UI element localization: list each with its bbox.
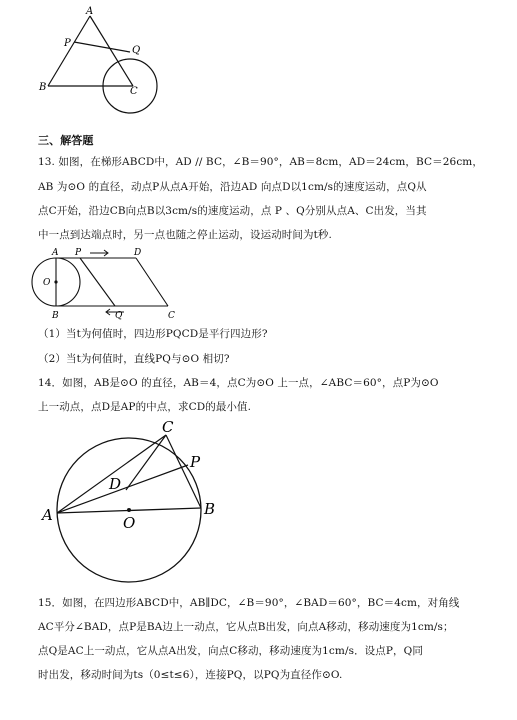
circle-figure (38, 420, 228, 590)
q14-line-1: 14．如图，AB是⊙O 的直径，AB＝4，点C为⊙O 上一点，∠ABC＝60°，点P为⊙O (38, 377, 439, 389)
q15-line-2: AC平分∠BAD，点P是BA边上一动点，它从点B出发，向点A移动，移动速度为1cm/s； (38, 621, 454, 633)
label-B: B (39, 82, 47, 93)
q13-sub-1: （1）当t为何值时，四边形PQCD是平行四边形? (38, 328, 268, 340)
trapezoid-figure (28, 246, 198, 324)
q14-line-2: 上一动点，点D是AP的中点，求CD的最小值. (38, 401, 252, 413)
q13-line-3: 点C开始，沿边CB向点B以3cm/s的速度运动，点 P 、Q分别从点A、C出发，当其 (38, 205, 427, 217)
t-label-O: O (43, 278, 51, 288)
section-title: 三、解答题 (38, 134, 94, 147)
q15-line-1: 15．如图，在四边形ABCD中，AB∥DC，∠B＝90°，∠BAD＝60°，BC＝4cm，对角线 (38, 597, 460, 609)
label-Q: Q (132, 45, 141, 56)
t-label-P: P (75, 248, 82, 258)
label-P: P (64, 38, 71, 49)
triangle-circle-figure (30, 2, 170, 114)
label-A: A (86, 6, 94, 17)
q13-line-4: 中一点到达端点时，另一点也随之停止运动，设运动时间为t秒. (38, 229, 332, 241)
t-label-C: C (168, 311, 175, 321)
q15-line-4: 时出发，移动时间为ts（0≤t≤6），连接PQ，以PQ为直径作⊙O. (38, 669, 343, 681)
q13-line-2: AB 为⊙O 的直径，动点P从点A开始，沿边AD 向点D以1cm/s的速度运动，点Q从 (38, 181, 427, 193)
c-label-O: O (123, 514, 136, 532)
q13-line-1: 13. 如图，在梯形ABCD中，AD // BC，∠B＝90°，AB＝8cm，AD＝24cm，BC＝26cm， (38, 156, 483, 168)
t-label-B: B (52, 311, 59, 321)
c-label-B: B (204, 500, 216, 518)
t-label-A: A (52, 248, 59, 258)
c-label-P: P (190, 453, 201, 471)
t-label-D: D (134, 248, 142, 258)
label-C: C (130, 86, 138, 97)
q13-sub-2: （2）当t为何值时，直线PQ与⊙O 相切? (38, 353, 230, 365)
q15-line-3: 点Q是AC上一动点，它从点A出发，向点C移动，移动速度为1cm/s．设点P，Q同 (38, 645, 423, 657)
c-label-A: A (42, 506, 53, 524)
t-label-Q: Q (115, 311, 123, 321)
c-label-D: D (109, 475, 122, 493)
c-label-C: C (162, 420, 174, 436)
